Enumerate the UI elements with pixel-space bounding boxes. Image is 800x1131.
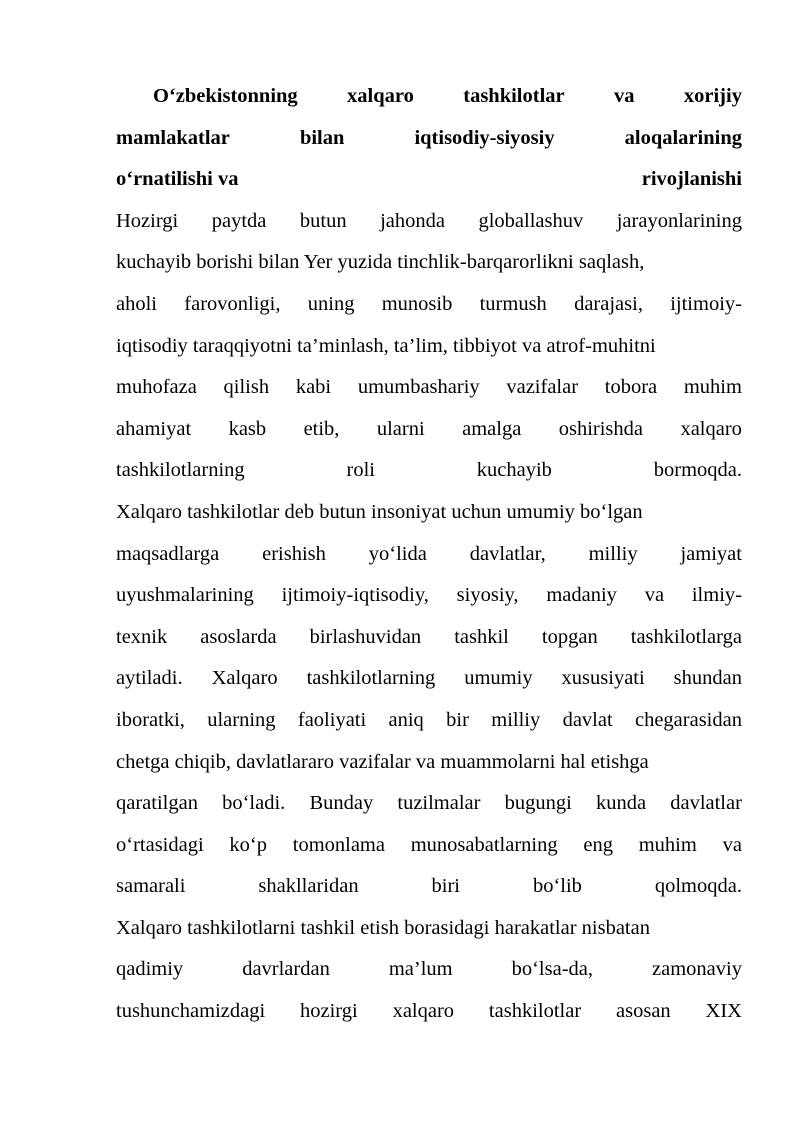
word: bilan (299, 126, 345, 149)
body-line (116, 949, 742, 991)
word: xususiyati (561, 667, 645, 690)
word: va (644, 584, 665, 607)
body-line (116, 658, 742, 700)
word: etib, (303, 417, 340, 440)
word: eng (583, 833, 613, 856)
word: o‘rtasidagi (116, 833, 204, 856)
word: Hozirgi (116, 209, 179, 232)
body-line (116, 866, 742, 908)
word: umumiy (464, 667, 533, 690)
word: bir (446, 708, 469, 731)
word: aniq (388, 708, 424, 731)
heading-line (116, 76, 742, 118)
body-line (116, 783, 742, 825)
word: bugungi (504, 792, 572, 815)
word: mamlakatlar (116, 126, 230, 149)
word: muhofaza (116, 376, 197, 399)
word: siyosiy, (456, 584, 519, 607)
body-line (116, 284, 742, 326)
word: muhim (638, 833, 697, 856)
word: turmush (479, 292, 547, 315)
word: va (614, 85, 635, 107)
word: tashkilotlar (463, 85, 565, 107)
word: tashkil (454, 625, 509, 648)
word: iqtisodiy-siyosiy (414, 126, 555, 149)
word: davlatlar (670, 792, 742, 815)
document-body (116, 201, 742, 1033)
word: maqsadlarga (116, 542, 220, 565)
body-line (116, 492, 742, 534)
body-line (116, 991, 742, 1033)
heading-line (116, 159, 742, 201)
word: hozirgi (300, 1000, 358, 1023)
body-line (116, 242, 742, 284)
word: zamonaviy (652, 958, 742, 981)
word: Bunday (309, 792, 374, 815)
word: bormoqda. (653, 459, 742, 482)
word: chegarasidan (634, 708, 742, 731)
word: faoliyati (297, 708, 367, 731)
word: samarali (116, 875, 186, 898)
word: tomonlama (292, 833, 385, 856)
word: ularning (207, 708, 276, 731)
word: davlatlar, (469, 542, 546, 565)
word: munosib (381, 292, 453, 315)
word: jamiyat (680, 542, 742, 565)
word: uning (307, 292, 355, 315)
word: aholi (116, 292, 157, 315)
word: shundan (673, 667, 742, 690)
word: texnik (116, 625, 168, 648)
word: shakllaridan (258, 875, 359, 898)
word: tashkilotlarning (116, 459, 245, 482)
body-line (116, 575, 742, 617)
word: va (722, 833, 742, 856)
word: o‘rnatilishi va (116, 168, 239, 191)
heading-line (116, 118, 742, 160)
word: tuzilmalar (397, 792, 481, 815)
body-line (116, 742, 742, 784)
word: tushunchamizdagi (116, 1000, 266, 1023)
word: farovonligi, (184, 292, 281, 315)
word: muhim (683, 376, 742, 399)
word: biri (431, 875, 460, 898)
word: tobora (604, 376, 658, 399)
word: tashkilotlar (488, 1000, 582, 1023)
word: xalqaro (347, 85, 414, 107)
word: madaniy (546, 584, 617, 607)
word: tashkilotlarga (630, 625, 742, 648)
word: qilish (223, 376, 270, 399)
word: kunda (595, 792, 647, 815)
body-line (116, 700, 742, 742)
word: bo‘ladi. (222, 792, 286, 815)
body-line (116, 409, 742, 451)
body-line (116, 367, 742, 409)
word: Xalqaro tashkilotlarni tashkil etish borasidagi harakatlar nisbatan (116, 916, 650, 939)
body-line (116, 908, 742, 950)
word: topgan (541, 625, 598, 648)
word: kabi (295, 376, 332, 399)
word: kuchayib (476, 459, 552, 482)
word: chetga chiqib, davlatlararo vazifalar va muammolarni hal etishga (116, 750, 649, 773)
word: yo‘lida (368, 542, 427, 565)
word: ularni (376, 417, 425, 440)
word: ilmiy- (691, 584, 742, 607)
word: asoslarda (200, 625, 277, 648)
word: jarayonlarining (616, 209, 742, 232)
word: darajasi, (574, 292, 643, 315)
word: davlat (562, 708, 613, 731)
word: rivojlanishi (641, 168, 742, 191)
word: birlashuvidan (309, 625, 422, 648)
word: umumbashariy (357, 376, 480, 399)
word: uyushmalarining (116, 584, 254, 607)
body-line (116, 450, 742, 492)
document-heading (116, 76, 742, 201)
word: kuchayib borishi bilan Yer yuzida tinchlik-barqarorlikni saqlash, (116, 251, 645, 274)
word: ma’lum (388, 958, 453, 981)
word: aloqalarining (624, 126, 742, 149)
word: paytda (211, 209, 267, 232)
word: davrlardan (242, 958, 330, 981)
word: qolmoqda. (654, 875, 742, 898)
word: O‘zbekistonning (153, 85, 298, 107)
body-line (116, 617, 742, 659)
word: ijtimoiy-iqtisodiy, (281, 584, 429, 607)
word: iboratki, (116, 708, 185, 731)
word: XIX (705, 1000, 742, 1023)
body-line (116, 825, 742, 867)
word: xorijiy (683, 85, 742, 107)
word: Xalqaro (211, 667, 278, 690)
word: oshirishda (558, 417, 644, 440)
word: qadimiy (116, 958, 184, 981)
word: asosan (616, 1000, 671, 1023)
word: bo‘lsa-da, (511, 958, 594, 981)
word: globallashuv (478, 209, 584, 232)
word: iqtisodiy taraqqiyotni ta’minlash, ta’lim, tibbiyot va atrof-muhitni (116, 334, 656, 357)
body-line (116, 534, 742, 576)
word: ahamiyat (116, 417, 192, 440)
word: milliy (491, 708, 541, 731)
word: amalga (462, 417, 522, 440)
word: tashkilotlarning (306, 667, 436, 690)
word: roli (346, 459, 375, 482)
word: aytiladi. (116, 667, 183, 690)
word: ijtimoiy- (670, 292, 742, 315)
word: munosabatlarning (410, 833, 558, 856)
word: erishish (262, 542, 326, 565)
word: ko‘p (229, 833, 267, 856)
body-line (116, 201, 742, 243)
document-page (116, 76, 742, 1033)
word: butun (299, 209, 347, 232)
word: kasb (228, 417, 267, 440)
word: xalqaro (680, 417, 742, 440)
word: jahonda (380, 209, 445, 232)
word: Xalqaro tashkilotlar deb butun insoniyat uchun umumiy bo‘lgan (116, 500, 643, 523)
body-line (116, 326, 742, 368)
word: bo‘lib (532, 875, 582, 898)
word: qaratilgan (116, 792, 198, 815)
word: vazifalar (506, 376, 579, 399)
word: xalqaro (392, 1000, 455, 1023)
word: milliy (588, 542, 638, 565)
